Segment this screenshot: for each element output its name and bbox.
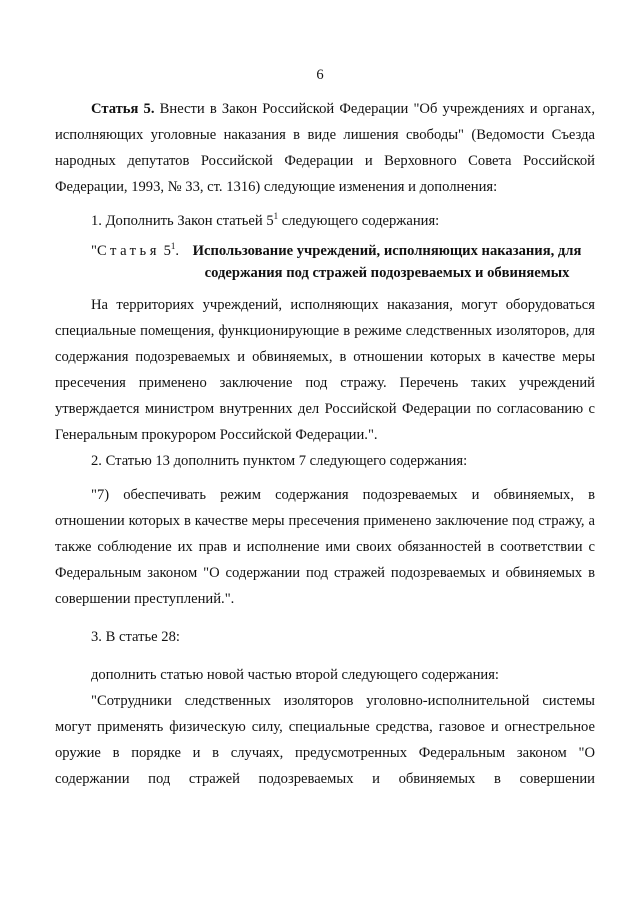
new-article-word: Статья: [96, 243, 160, 259]
new-article-dot: .: [175, 243, 180, 259]
article-5-paragraph: [55, 96, 595, 200]
item-1-text-after: следующего содержания:: [278, 213, 440, 229]
item-3-text: "Сотрудники следственных изоляторов уголовно-исполнительной системы могут применять физическую силу, специальные средства, газовое и огнестрельное оружие в порядке и в случаях, предусмотренных Федеральным законом "О содержании под стражей подозреваемых и обвиняемых в совершении: [55, 693, 595, 787]
new-article-quote: ": [91, 243, 97, 259]
new-article-number: 5: [159, 243, 171, 259]
item-3-paragraph: 3. В статье 28:: [91, 629, 180, 645]
item-1-sup: 1: [273, 211, 279, 221]
item-2-paragraph: 2. Статью 13 дополнить пунктом 7 следующего содержания:: [91, 453, 468, 469]
new-article-text: На территориях учреждений, исполняющих наказания, могут оборудоваться специальные помещения, функционирующие в режиме следственных изоляторов, для содержания подозреваемых и обвиняемых, в отношении которых в качестве меры пресечения применено заключение под стражу. Перечень таких учреждений утверждается министром внутренних дел Российской Федерации по согласованию с Генеральным прокурором Российской Федерации.".: [55, 297, 595, 443]
new-article-heading: [55, 238, 595, 284]
item-1-paragraph: [55, 208, 595, 234]
article-5-text: Внести в Закон Российской Федерации "Об учреждениях и органах, исполняющих уголовные наказания в виде лишения свободы" (Ведомости Съезда народных депутатов Российской Федерации и Верховного Совета Российской Федерации, 1993, № 33, ст. 1316) следующие изменения и дополнения:: [55, 101, 595, 195]
item-1-text-before: 1. Дополнить Закон статьей 5: [91, 213, 274, 229]
new-article-title: Использование учреждений, исполняющих наказания, для содержания под стражей подозреваемых и обвиняемых: [192, 243, 582, 281]
new-article-label: [91, 238, 179, 284]
document-body: [55, 96, 595, 792]
page-number: 6: [316, 67, 324, 83]
item-2-text: "7) обеспечивать режим содержания подозреваемых и обвиняемых, в отношении которых в качестве меры пресечения применено заключение под стражу, а также соблюдение их прав и исполнение ими своих обязанностей в соответствии с Федеральным законом "О содержании под стражей подозреваемых и обвиняемых в совершении преступлений.".: [55, 487, 595, 607]
article-5-label: Статья 5.: [91, 101, 155, 117]
item-3-intro: дополнить статью новой частью второй следующего содержания:: [91, 667, 499, 683]
new-article-sup: 1: [170, 241, 176, 251]
